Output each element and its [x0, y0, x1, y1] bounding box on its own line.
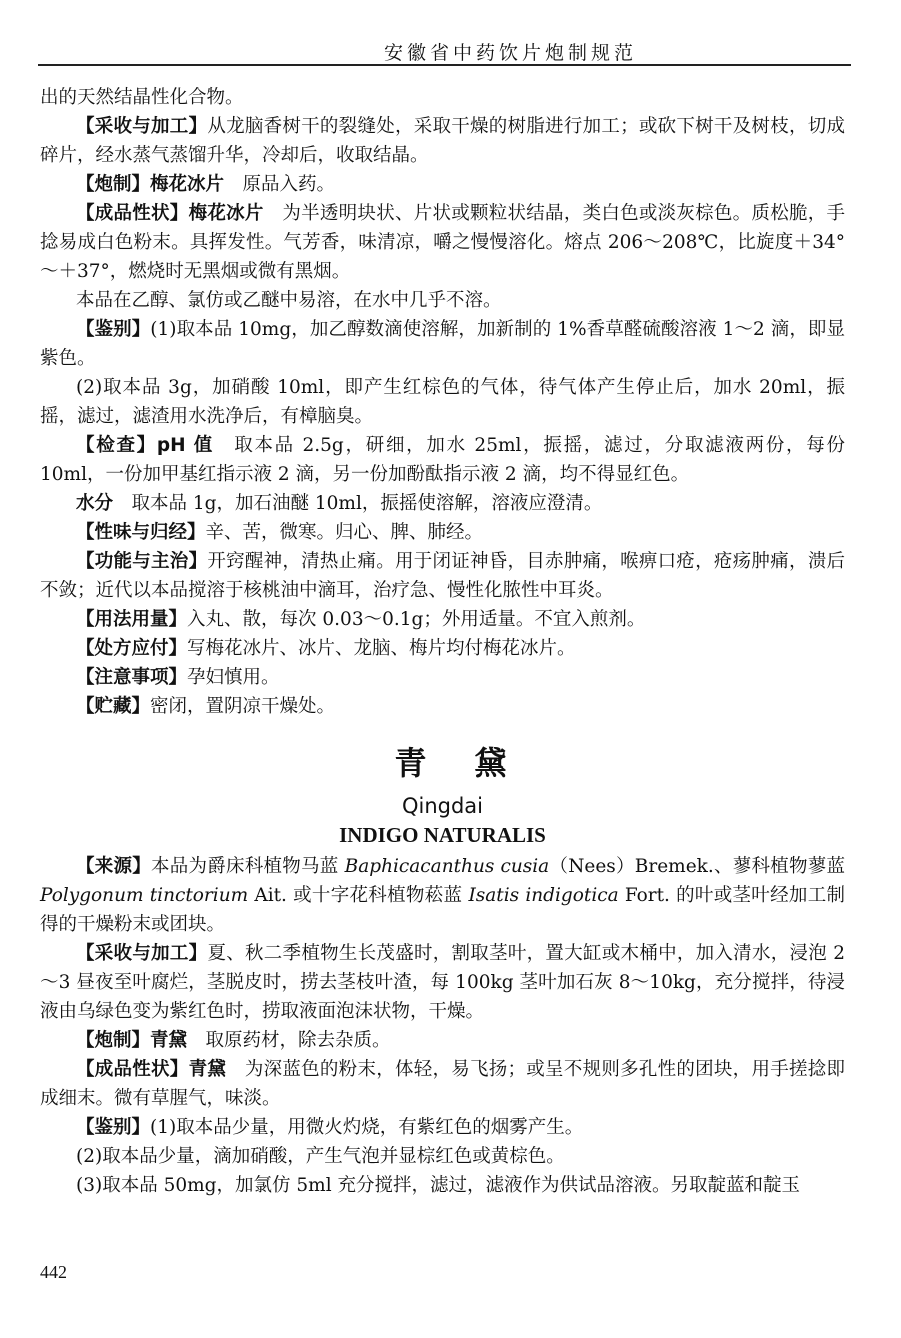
- section-label: 【性味与归经】: [76, 522, 206, 543]
- paragraph-inspection: [40, 431, 845, 489]
- section-label: 【来源】: [76, 856, 151, 877]
- section-text: 取本品 1g，加石油醚 10ml，振摇使溶解，溶液应澄清。: [113, 493, 603, 514]
- section-text: Ait. 或十字花科植物菘蓝: [248, 885, 469, 906]
- paragraph-identification-2: (2)取本品少量，滴加硝酸，产生气泡并显棕红色或黄棕色。: [76, 1146, 565, 1167]
- section-label: 【贮藏】: [76, 696, 151, 717]
- paragraph-storage: [40, 692, 845, 721]
- section-text: （Nees）Bremek.、蓼科植物蓼蓝: [549, 856, 845, 877]
- section-text: (1)取本品 10mg，加乙醇数滴使溶解，加新制的 1%香草醛硫酸溶液 1～2 滴，即显紫色。: [40, 319, 845, 369]
- paragraph-prescription: [40, 634, 845, 663]
- section-text: 辛、苦，微寒。归心、脾、肺经。: [205, 522, 484, 543]
- section-text: 原品入药。: [224, 174, 336, 195]
- entry-latin-name: INDIGO NATURALIS: [339, 823, 546, 847]
- section-label: 【处方应付】: [76, 638, 188, 659]
- header-rule: [38, 64, 851, 66]
- section-text: 为深蓝色的粉末，体轻，易飞扬；或呈不规则多孔性的团块，用手搓捻即成细末。微有草腥气，味淡。: [40, 1059, 845, 1109]
- page-body: [40, 83, 845, 1200]
- entry-pinyin: Qingdai: [401, 794, 484, 818]
- section-text: 取本品 2.5g，研细，加水 25ml，振摇，滤过，分取滤液两份，每份 10ml，一份加甲基红指示液 2 滴，另一份加酚酞指示液 2 滴，均不得显红色。: [40, 435, 846, 485]
- section-text: 开窍醒神，清热止痛。用于闭证神昏，目赤肿痛，喉痹口疮，疮疡肿痛，溃后不敛；近代以本品搅溶于核桃油中滴耳，治疗急、慢性化脓性中耳炎。: [40, 551, 845, 601]
- section-text: 密闭，置阴凉干燥处。: [150, 696, 336, 717]
- section-text: Fort. 的叶或茎叶经加工制得的干燥粉末或团块。: [40, 885, 845, 935]
- paragraph-processing: [40, 170, 845, 199]
- subsection-label: 水分: [76, 493, 114, 514]
- paragraph-identification-3: (3)取本品 50mg，加氯仿 5ml 充分搅拌，滤过，滤液作为供试品溶液。另取靛蓝和靛玉: [76, 1175, 801, 1196]
- section-text: 为半透明块状、片状或颗粒状结晶，类白色或淡灰棕色。质松脆，手捻易成白色粉末。具挥发性。气芳香，味清凉，嚼之慢慢溶化。熔点 206～208℃，比旋度＋34°～＋37°，燃烧时无黑烟或微有黑烟。: [40, 203, 845, 282]
- paragraph-identification: [40, 1113, 845, 1142]
- paragraph-continuation: 出的天然结晶性化合物。: [40, 87, 244, 108]
- section-label: 【注意事项】: [76, 667, 188, 688]
- section-label: 【用法用量】: [76, 609, 188, 630]
- paragraph-nature-meridian: [40, 518, 845, 547]
- section-text: 写梅花冰片、冰片、龙脑、梅片均付梅花冰片。: [187, 638, 576, 659]
- paragraph-dosage: [40, 605, 845, 634]
- section-text: 取原药材，除去杂质。: [187, 1030, 391, 1051]
- paragraph-harvest: [40, 112, 845, 170]
- section-text: 夏、秋二季植物生长茂盛时，割取茎叶，置大缸或木桶中，加入清水，浸泡 2～3 昼夜至叶腐烂，茎脱皮时，捞去茎枝叶渣，每 100kg 茎叶加石灰 8～10kg，充分搅拌，待浸液由乌绿色变为紫红色时，捞取液面泡沫状物，干燥。: [40, 943, 845, 1022]
- page-number: 442: [40, 1262, 67, 1282]
- paragraph-harvest: [40, 939, 845, 1026]
- section-label: 【采收与加工】: [76, 943, 208, 964]
- entry-title: 青黛: [394, 744, 555, 782]
- paragraph-solubility: 本品在乙醇、氯仿或乙醚中易溶，在水中几乎不溶。: [76, 290, 502, 311]
- paragraph-functions: [40, 547, 845, 605]
- section-text: (1)取本品少量，用微火灼烧，有紫红色的烟雾产生。: [150, 1117, 584, 1138]
- section-label: 【鉴别】: [76, 319, 151, 340]
- section-label: 【成品性状】青黛: [76, 1059, 227, 1080]
- paragraph-identification: [40, 315, 845, 373]
- section-label: 【鉴别】: [76, 1117, 151, 1138]
- species-name: Isatis indigotica: [468, 885, 619, 906]
- section-label: 【检查】pH 值: [76, 435, 215, 456]
- section-label: 【采收与加工】: [76, 116, 208, 137]
- species-name: Polygonum tinctorium: [40, 885, 249, 906]
- paragraph-identification-2: (2)取本品 3g，加硝酸 10ml，即产生红棕色的气体，待气体产生停止后，加水 20ml，振摇，滤过，滤渣用水洗净后，有樟脑臭。: [40, 377, 845, 427]
- running-title: 安徽省中药饮片炮制规范: [383, 42, 637, 64]
- section-text: 入丸、散，每次 0.03～0.1g；外用适量。不宜入煎剂。: [187, 609, 646, 630]
- section-text: 本品为爵床科植物马蓝: [151, 856, 345, 877]
- paragraph-source: [40, 852, 845, 939]
- paragraph-cautions: [40, 663, 845, 692]
- paragraph-processing: [40, 1026, 845, 1055]
- paragraph-product-traits: [40, 199, 845, 286]
- section-label: 【功能与主治】: [76, 551, 208, 572]
- section-label: 【炮制】梅花冰片: [76, 174, 225, 195]
- section-text: 孕妇慎用。: [187, 667, 280, 688]
- paragraph-product-traits: [40, 1055, 845, 1113]
- paragraph-moisture: [40, 489, 845, 518]
- section-label: 【成品性状】梅花冰片: [76, 203, 264, 224]
- species-name: Baphicacanthus cusia: [344, 856, 550, 877]
- section-text: 从龙脑香树干的裂缝处，采取干燥的树脂进行加工；或砍下树干及树枝，切成碎片，经水蒸气蒸馏升华，冷却后，收取结晶。: [40, 116, 845, 166]
- section-label: 【炮制】青黛: [76, 1030, 188, 1051]
